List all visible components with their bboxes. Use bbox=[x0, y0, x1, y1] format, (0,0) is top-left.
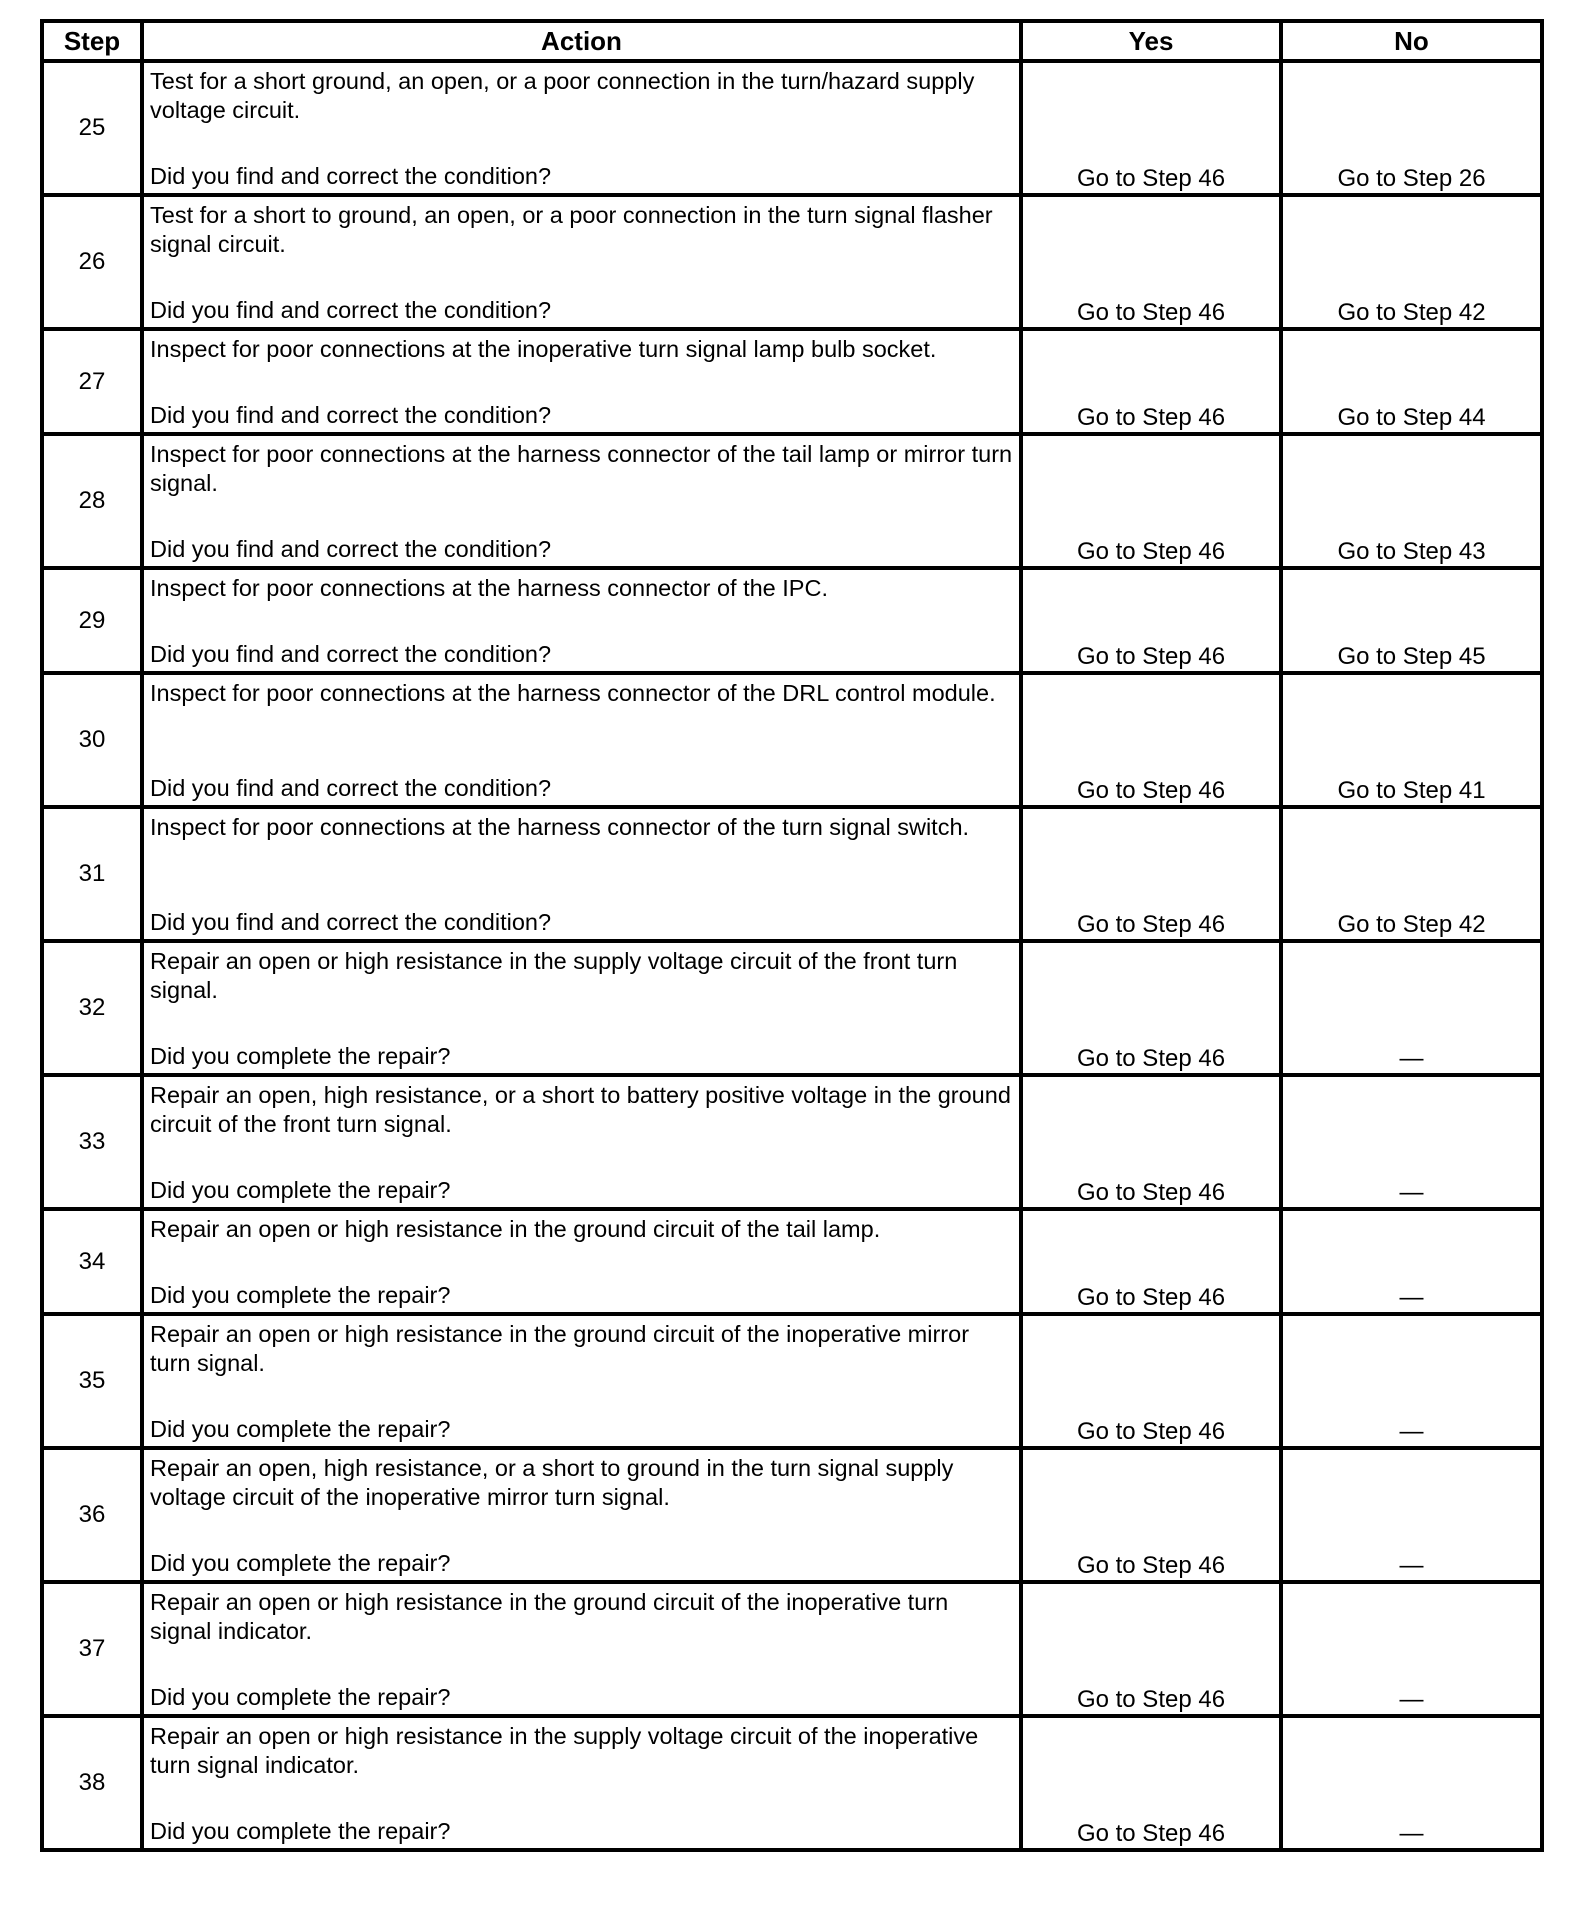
step-number: 29 bbox=[42, 568, 142, 673]
action-text: Repair an open or high resistance in the supply voltage circuit of the front turn signal. bbox=[150, 948, 958, 1003]
step-number: 37 bbox=[42, 1582, 142, 1716]
action-text: Repair an open, high resistance, or a short to ground in the turn signal supply voltage circuit of the inoperative mirror turn signal. bbox=[150, 1455, 954, 1510]
step-number: 34 bbox=[42, 1209, 142, 1314]
header-row bbox=[42, 21, 1542, 61]
table-row bbox=[42, 1582, 1542, 1716]
action-text: Inspect for poor connections at the harness connector of the tail lamp or mirror turn signal. bbox=[150, 441, 1013, 496]
yes-result: Go to Step 46 bbox=[1021, 1448, 1281, 1582]
no-result: — bbox=[1281, 1716, 1542, 1850]
action-cell bbox=[142, 1716, 1021, 1850]
yes-result: Go to Step 46 bbox=[1021, 1314, 1281, 1448]
step-number: 26 bbox=[42, 195, 142, 329]
action-cell bbox=[142, 1075, 1021, 1209]
step-number: 28 bbox=[42, 434, 142, 568]
yes-result: Go to Step 46 bbox=[1021, 1582, 1281, 1716]
no-result: Go to Step 41 bbox=[1281, 673, 1542, 807]
header-action: Action bbox=[142, 21, 1021, 61]
step-number: 33 bbox=[42, 1075, 142, 1209]
yes-result: Go to Step 46 bbox=[1021, 1075, 1281, 1209]
no-result: Go to Step 44 bbox=[1281, 329, 1542, 434]
action-text: Repair an open or high resistance in the ground circuit of the inoperative turn signal indicator. bbox=[150, 1589, 949, 1644]
table-row bbox=[42, 329, 1542, 434]
action-text: Test for a short to ground, an open, or a poor connection in the turn signal flasher signal circuit. bbox=[150, 202, 993, 257]
table-row bbox=[42, 673, 1542, 807]
header-no: No bbox=[1281, 21, 1542, 61]
action-question: Did you find and correct the condition? bbox=[150, 775, 552, 801]
step-number: 30 bbox=[42, 673, 142, 807]
action-text: Repair an open or high resistance in the ground circuit of the inoperative mirror turn signal. bbox=[150, 1321, 970, 1376]
action-question: Did you find and correct the condition? bbox=[150, 641, 552, 667]
action-question: Did you find and correct the condition? bbox=[150, 536, 552, 562]
step-number: 25 bbox=[42, 61, 142, 195]
yes-result: Go to Step 46 bbox=[1021, 807, 1281, 941]
action-question: Did you complete the repair? bbox=[150, 1818, 451, 1844]
step-number: 36 bbox=[42, 1448, 142, 1582]
no-result: — bbox=[1281, 1075, 1542, 1209]
step-number: 31 bbox=[42, 807, 142, 941]
action-cell bbox=[142, 941, 1021, 1075]
action-cell bbox=[142, 1314, 1021, 1448]
action-question: Did you complete the repair? bbox=[150, 1684, 451, 1710]
action-question: Did you find and correct the condition? bbox=[150, 297, 552, 323]
no-result: Go to Step 26 bbox=[1281, 61, 1542, 195]
action-question: Did you find and correct the condition? bbox=[150, 909, 552, 935]
table-row bbox=[42, 941, 1542, 1075]
action-question: Did you complete the repair? bbox=[150, 1282, 451, 1308]
action-question: Did you complete the repair? bbox=[150, 1550, 451, 1576]
table-row bbox=[42, 568, 1542, 673]
no-result: — bbox=[1281, 1209, 1542, 1314]
no-result: Go to Step 42 bbox=[1281, 195, 1542, 329]
action-text: Inspect for poor connections at the harness connector of the IPC. bbox=[150, 575, 828, 601]
table-row bbox=[42, 61, 1542, 195]
step-number: 35 bbox=[42, 1314, 142, 1448]
action-text: Repair an open, high resistance, or a short to battery positive voltage in the ground circuit of the front turn signal. bbox=[150, 1082, 1011, 1137]
action-cell bbox=[142, 568, 1021, 673]
action-text: Repair an open or high resistance in the ground circuit of the tail lamp. bbox=[150, 1216, 881, 1242]
table-row bbox=[42, 195, 1542, 329]
diagnostic-step-table bbox=[40, 19, 1544, 1852]
no-result: Go to Step 42 bbox=[1281, 807, 1542, 941]
yes-result: Go to Step 46 bbox=[1021, 434, 1281, 568]
action-question: Did you complete the repair? bbox=[150, 1416, 451, 1442]
table-row bbox=[42, 1716, 1542, 1850]
no-result: Go to Step 43 bbox=[1281, 434, 1542, 568]
yes-result: Go to Step 46 bbox=[1021, 568, 1281, 673]
table-row bbox=[42, 434, 1542, 568]
action-cell bbox=[142, 807, 1021, 941]
yes-result: Go to Step 46 bbox=[1021, 195, 1281, 329]
no-result: — bbox=[1281, 1582, 1542, 1716]
step-number: 27 bbox=[42, 329, 142, 434]
no-result: Go to Step 45 bbox=[1281, 568, 1542, 673]
yes-result: Go to Step 46 bbox=[1021, 61, 1281, 195]
action-question: Did you complete the repair? bbox=[150, 1043, 451, 1069]
action-text: Test for a short ground, an open, or a poor connection in the turn/hazard supply voltage circuit. bbox=[150, 68, 975, 123]
action-cell bbox=[142, 61, 1021, 195]
action-cell bbox=[142, 329, 1021, 434]
action-text: Inspect for poor connections at the harness connector of the DRL control module. bbox=[150, 680, 996, 706]
table-row bbox=[42, 1075, 1542, 1209]
action-cell bbox=[142, 195, 1021, 329]
action-cell bbox=[142, 1209, 1021, 1314]
action-text: Inspect for poor connections at the inoperative turn signal lamp bulb socket. bbox=[150, 336, 937, 362]
action-question: Did you complete the repair? bbox=[150, 1177, 451, 1203]
action-question: Did you find and correct the condition? bbox=[150, 402, 552, 428]
action-cell bbox=[142, 434, 1021, 568]
header-step: Step bbox=[42, 21, 142, 61]
no-result: — bbox=[1281, 1314, 1542, 1448]
no-result: — bbox=[1281, 941, 1542, 1075]
header-yes: Yes bbox=[1021, 21, 1281, 61]
yes-result: Go to Step 46 bbox=[1021, 1209, 1281, 1314]
action-cell bbox=[142, 1448, 1021, 1582]
step-number: 38 bbox=[42, 1716, 142, 1850]
action-cell bbox=[142, 1582, 1021, 1716]
no-result: — bbox=[1281, 1448, 1542, 1582]
action-question: Did you find and correct the condition? bbox=[150, 163, 552, 189]
table-row bbox=[42, 1209, 1542, 1314]
action-text: Inspect for poor connections at the harness connector of the turn signal switch. bbox=[150, 814, 970, 840]
table-row bbox=[42, 807, 1542, 941]
yes-result: Go to Step 46 bbox=[1021, 673, 1281, 807]
action-cell bbox=[142, 673, 1021, 807]
step-number: 32 bbox=[42, 941, 142, 1075]
action-text: Repair an open or high resistance in the supply voltage circuit of the inoperative turn signal indicator. bbox=[150, 1723, 979, 1778]
yes-result: Go to Step 46 bbox=[1021, 1716, 1281, 1850]
yes-result: Go to Step 46 bbox=[1021, 941, 1281, 1075]
table-row bbox=[42, 1314, 1542, 1448]
yes-result: Go to Step 46 bbox=[1021, 329, 1281, 434]
table-row bbox=[42, 1448, 1542, 1582]
